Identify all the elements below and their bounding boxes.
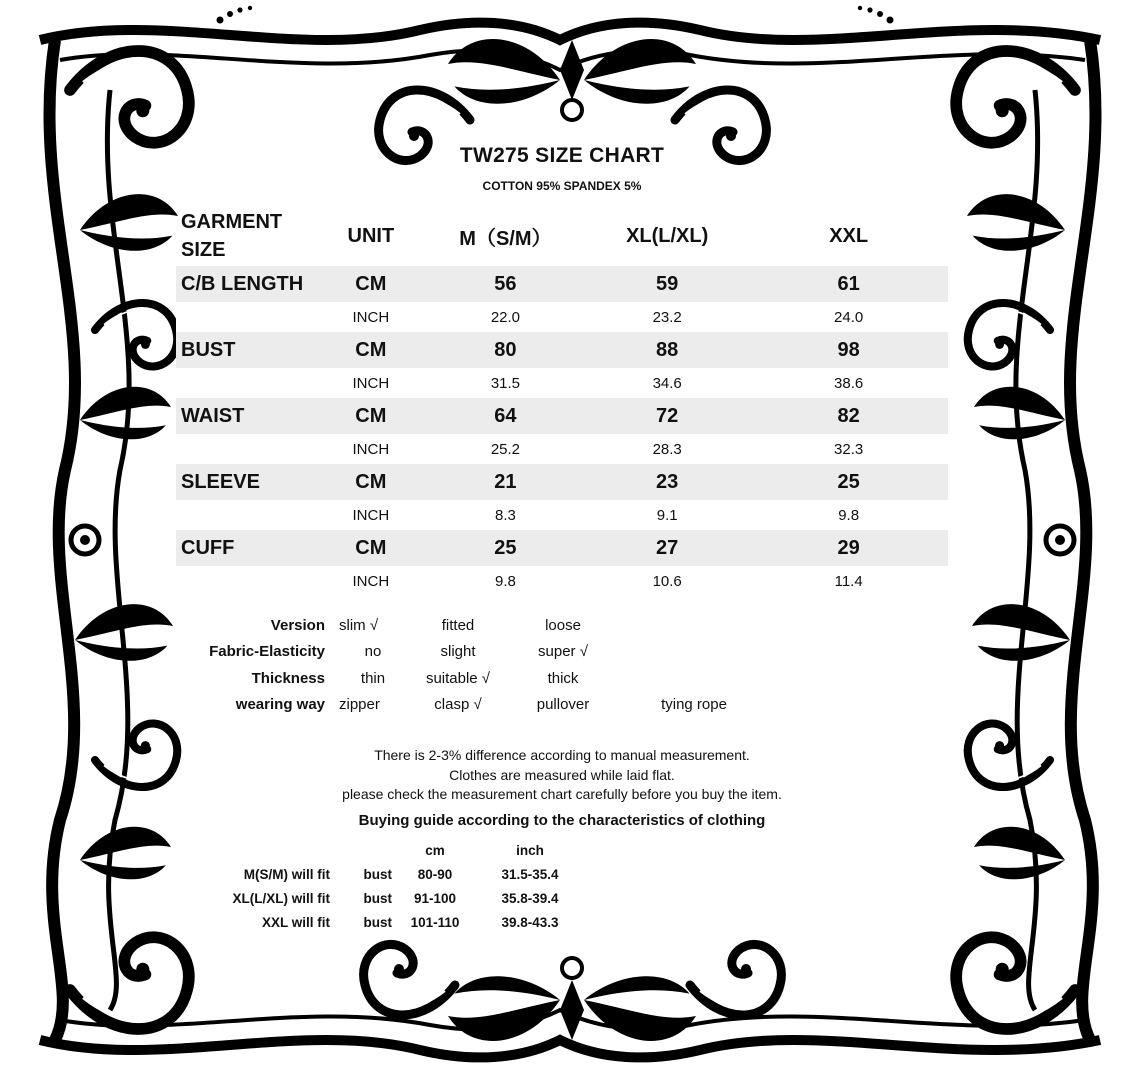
- value-cell: 24.0: [749, 302, 948, 332]
- attribute-option: thin: [360, 669, 386, 687]
- fit-inch: 39.8-43.3: [501, 914, 559, 930]
- table-row: [176, 566, 948, 596]
- header-unit: UNIT: [347, 224, 395, 247]
- value-cell: 10.6: [585, 566, 749, 596]
- value-cell: 56: [426, 266, 585, 302]
- unit-cell: CM: [316, 332, 426, 368]
- attribute-option: fitted: [441, 616, 475, 634]
- header-cm: cm: [425, 842, 445, 858]
- header-inch: inch: [516, 842, 544, 858]
- value-cell: 38.6: [749, 368, 948, 398]
- value-cell: 88: [585, 332, 749, 368]
- unit-cell: INCH: [316, 368, 426, 398]
- unit-cell: CM: [316, 266, 426, 302]
- note-line: please check the measurement chart carefully before you buy the item.: [342, 786, 782, 802]
- header-size-m: M（S/M）: [459, 227, 552, 250]
- attribute-option: clasp √: [434, 696, 482, 714]
- attribute-option: zipper: [339, 696, 380, 714]
- value-cell: 98: [749, 332, 948, 368]
- attribute-row-thickness: [191, 665, 769, 692]
- attribute-option: loose: [545, 616, 581, 634]
- value-cell: 21: [426, 464, 585, 500]
- value-cell: 34.6: [585, 368, 749, 398]
- attribute-option: tying rope: [661, 696, 727, 714]
- fit-cm: 91-100: [413, 890, 457, 906]
- value-cell: 11.4: [749, 566, 948, 596]
- table-row: [176, 434, 948, 464]
- measure-label: C/B LENGTH: [176, 266, 316, 302]
- buying-guide-title: Buying guide according to the characteristics of clothing: [358, 812, 766, 829]
- table-row: [176, 500, 948, 530]
- table-row: [196, 838, 582, 862]
- page-title: TW275 SIZE CHART: [459, 144, 665, 167]
- header-size-xl: XL(L/XL): [626, 224, 709, 247]
- fit-cm: 101-110: [410, 914, 460, 930]
- fit-cm: 80-90: [417, 866, 453, 882]
- measure-label: BUST: [176, 332, 316, 368]
- value-cell: 25: [426, 530, 585, 566]
- attribute-label: Fabric-Elasticity: [209, 643, 325, 661]
- measure-label: SLEEVE: [176, 464, 316, 500]
- table-row: [176, 398, 948, 434]
- attribute-option: pullover: [536, 696, 590, 714]
- fit-inch: 31.5-35.4: [501, 866, 559, 882]
- fit-measure: bust: [363, 866, 392, 882]
- value-cell: 27: [585, 530, 749, 566]
- unit-cell: INCH: [316, 302, 426, 332]
- value-cell: 72: [585, 398, 749, 434]
- attribute-label: wearing way: [235, 696, 325, 714]
- attribute-label: Version: [270, 616, 325, 634]
- size-table: [176, 206, 948, 596]
- value-cell: 9.8: [426, 566, 585, 596]
- table-row: [196, 862, 582, 886]
- value-cell: 80: [426, 332, 585, 368]
- fabric-composition: COTTON 95% SPANDEX 5%: [482, 179, 642, 193]
- fit-size: XL(L/XL) will fit: [232, 890, 330, 906]
- value-cell: 25: [749, 464, 948, 500]
- buying-guide-table: [196, 838, 582, 934]
- table-row: [176, 332, 948, 368]
- value-cell: 9.1: [585, 500, 749, 530]
- attribute-option: suitable √: [425, 669, 491, 687]
- value-cell: 9.8: [749, 500, 948, 530]
- value-cell: 32.3: [749, 434, 948, 464]
- value-cell: 59: [585, 266, 749, 302]
- fit-size: M(S/M) will fit: [243, 866, 330, 882]
- header-size-xxl: XXL: [829, 224, 869, 247]
- value-cell: 25.2: [426, 434, 585, 464]
- size-table-header: [176, 206, 948, 266]
- value-cell: 64: [426, 398, 585, 434]
- attribute-row-version: [191, 612, 769, 639]
- table-row: [196, 886, 582, 910]
- unit-cell: CM: [316, 530, 426, 566]
- unit-cell: INCH: [316, 500, 426, 530]
- value-cell: 31.5: [426, 368, 585, 398]
- value-cell: 23: [585, 464, 749, 500]
- fit-inch: 35.8-39.4: [501, 890, 559, 906]
- attribute-label: Thickness: [251, 669, 325, 687]
- measurement-notes: [176, 746, 948, 805]
- table-row: [176, 530, 948, 566]
- fit-measure: bust: [363, 890, 392, 906]
- attribute-option: slight: [440, 643, 476, 661]
- value-cell: 22.0: [426, 302, 585, 332]
- table-row: [176, 266, 948, 302]
- attribute-option: [619, 665, 769, 692]
- attribute-option: [619, 639, 769, 666]
- table-row: [176, 464, 948, 500]
- fit-measure: bust: [363, 914, 392, 930]
- fit-size: XXL will fit: [261, 914, 330, 930]
- attribute-option: [619, 612, 769, 639]
- unit-cell: CM: [316, 464, 426, 500]
- attribute-row-elasticity: [191, 639, 769, 666]
- attribute-row-wearing-way: [191, 692, 769, 719]
- value-cell: 61: [749, 266, 948, 302]
- attribute-option: no: [364, 643, 382, 661]
- unit-cell: INCH: [316, 566, 426, 596]
- value-cell: 82: [749, 398, 948, 434]
- value-cell: 29: [749, 530, 948, 566]
- unit-cell: INCH: [316, 434, 426, 464]
- attribute-option: super √: [538, 643, 588, 661]
- table-row: [176, 302, 948, 332]
- attribute-option: slim √: [339, 616, 379, 634]
- header-garment-size: GARMENT SIZE: [181, 211, 283, 261]
- note-line: There is 2-3% difference according to manual measurement.: [374, 747, 750, 763]
- attributes-table: [191, 612, 769, 718]
- table-row: [196, 910, 582, 934]
- measure-label: CUFF: [176, 530, 316, 566]
- value-cell: 23.2: [585, 302, 749, 332]
- measure-label: WAIST: [176, 398, 316, 434]
- note-line: Clothes are measured while laid flat.: [449, 766, 675, 783]
- table-row: [176, 368, 948, 398]
- value-cell: 8.3: [426, 500, 585, 530]
- unit-cell: CM: [316, 398, 426, 434]
- attribute-option: thick: [547, 669, 579, 687]
- value-cell: 28.3: [585, 434, 749, 464]
